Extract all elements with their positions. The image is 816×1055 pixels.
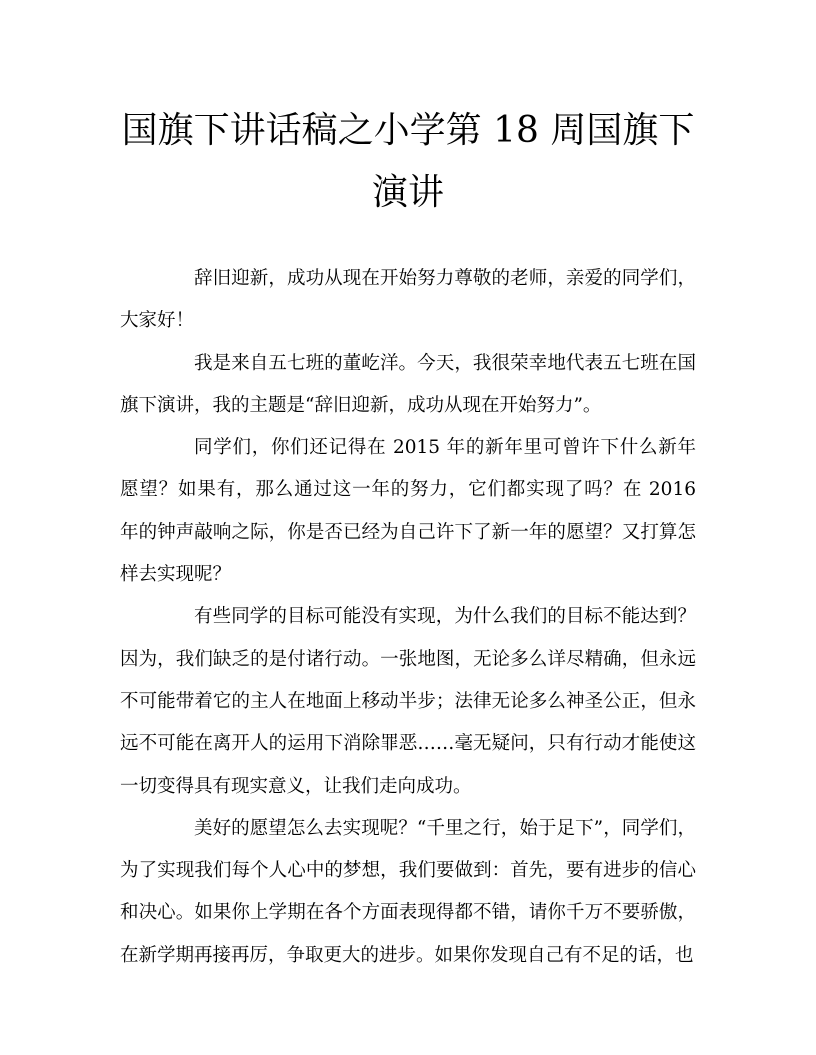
paragraph: 我是来自五七班的董屹洋。今天，我很荣幸地代表五七班在国旗下演讲，我的主题是“辞旧迎新，成功从现在开始努力”。 xyxy=(120,352,696,416)
paragraph: 美好的愿望怎么去实现呢？“千里之行，始于足下”，同学们，为了实现我们每个人心中的梦想，我们要做到：首先，要有进步的信心和决心。如果你上学期在各个方面表现得都不错，请你千万不要骄傲，在新学期再接再厉，争取更大的进步。如果你发现自己有不足的话，也 xyxy=(120,817,696,966)
paragraph: 辞旧迎新，成功从现在开始努力尊敬的老师，亲爱的同学们，大家好！ xyxy=(120,268,696,332)
document-body xyxy=(120,258,696,977)
paragraph: 有些同学的目标可能没有实现，为什么我们的目标不能达到？因为，我们缺乏的是付诸行动。一张地图，无论多么详尽精确，但永远不可能带着它的主人在地面上移动半步；法律无论多么神圣公正，但永远不可能在离开人的运用下消除罪恶……毫无疑问，只有行动才能使这一切变得具有现实意义，让我们走向成功。 xyxy=(120,606,696,797)
paragraph: 同学们，你们还记得在 2015 年的新年里可曾许下什么新年愿望？如果有，那么通过这一年的努力，它们都实现了吗？在 2016 年的钟声敲响之际，你是否已经为自己许下了新一年的愿望？又打算怎样去实现呢？ xyxy=(120,437,696,586)
document-title: 国旗下讲话稿之小学第 18 周国旗下演讲 xyxy=(121,110,695,213)
